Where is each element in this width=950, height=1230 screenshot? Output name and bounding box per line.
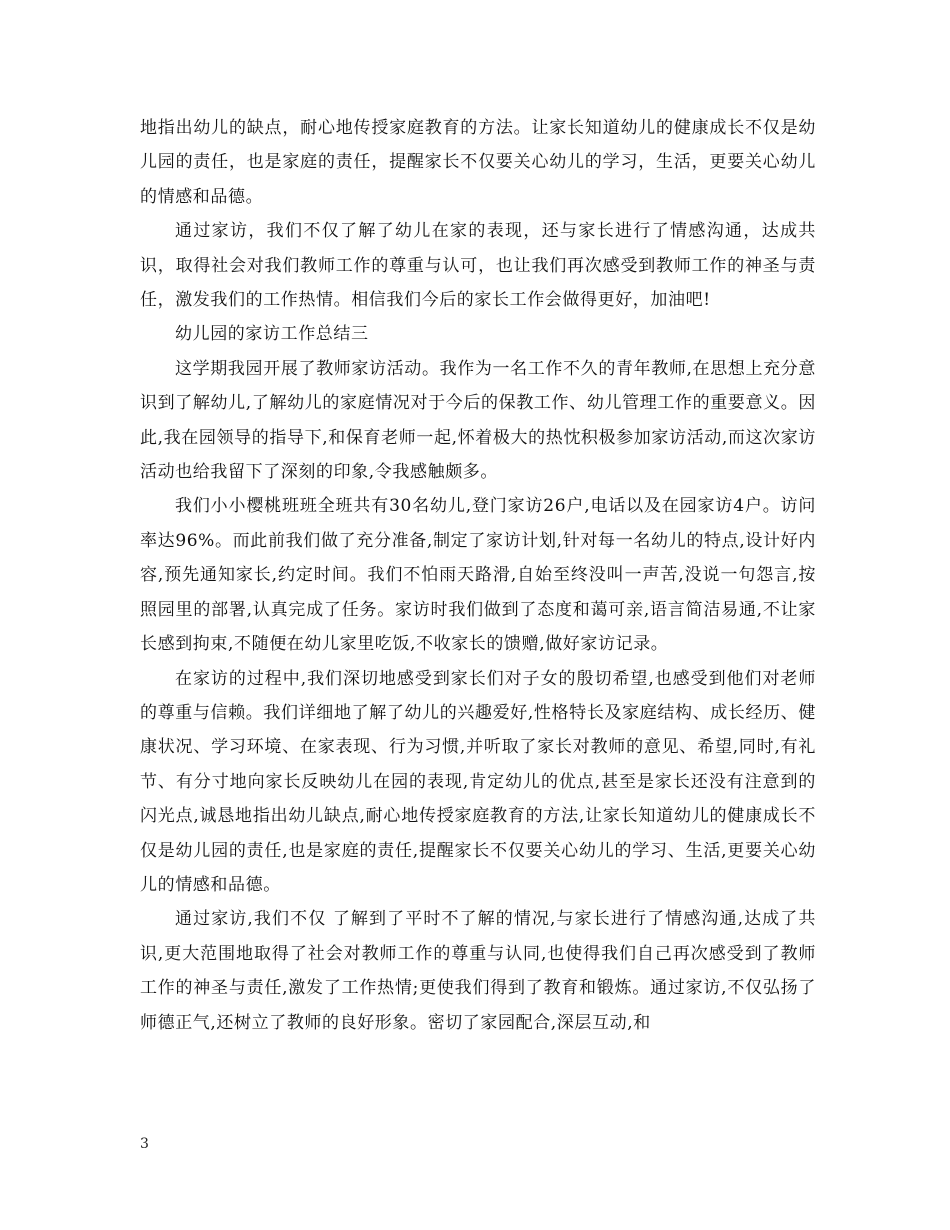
paragraph-3: 这学期我园开展了教师家访活动。我作为一名工作不久的青年教师,在思想上充分意识到了解幼儿,了解幼儿的家庭情况对于今后的保教工作、幼儿管理工作的重要意义。因此,我在园领导的指导下,和保育老师一起,怀着极大的热忱积极参加家访活动,而这次家访活动也给我留下了深刻的印象,令我感触颇多。 <box>140 358 816 483</box>
section-heading: 幼儿园的家访工作总结三 <box>175 324 369 345</box>
paragraph-1: 地指出幼儿的缺点，耐心地传授家庭教育的方法。让家长知道幼儿的健康成长不仅是幼儿园的责任，也是家庭的责任，提醒家长不仅要关心幼儿的学习，生活，更要关心幼儿的情感和品德。 <box>140 118 816 207</box>
page-number: 3 <box>140 1136 149 1152</box>
document-body <box>140 111 816 1040</box>
paragraph-2: 通过家访，我们不仅了解了幼儿在家的表现，还与家长进行了情感沟通，达成共识，取得社会对我们教师工作的尊重与认可，也让我们再次感受到教师工作的神圣与责任，激发我们的工作热情。相信我们今后的家长工作会做得更好，加油吧! <box>140 221 816 311</box>
paragraph-4: 我们小小樱桃班班全班共有30名幼儿,登门家访26户,电话以及在园家访4户。访问率达96%。而此前我们做了充分准备,制定了家访计划,针对每一名幼儿的特点,设计好内容,预先通知家长,约定时间。我们不怕雨天路滑,自始至终没叫一声苦,没说一句怨言,按照园里的部署,认真完成了任务。家访时我们做到了态度和蔼可亲,语言简洁易通,不让家长感到拘束,不随便在幼儿家里吃饭,不收家长的馈赠,做好家访记录。 <box>140 496 816 655</box>
paragraph-6: 通过家访,我们不仅 了解到了平时不了解的情况,与家长进行了情感沟通,达成了共识,更大范围地取得了社会对教师工作的尊重与认同,也使得我们自己再次感受到了教师工作的神圣与责任,激发了工作热情;更使我们得到了教育和锻炼。通过家访,不仅弘扬了师德正气,还树立了教师的良好形象。密切了家园配合,深层互动,和 <box>140 909 816 1033</box>
paragraph-5: 在家访的过程中,我们深切地感受到家长们对子女的殷切希望,也感受到他们对老师的尊重与信赖。我们详细地了解了幼儿的兴趣爱好,性格特长及家庭结构、成长经历、健康状况、学习环境、在家表现、行为习惯,并听取了家长对教师的意见、希望,同时,有礼节、有分寸地向家长反映幼儿在园的表现,肯定幼儿的优点,甚至是家长还没有注意到的闪光点,诚恳地指出幼儿缺点,耐心地传授家庭教育的方法,让家长知道幼儿的健康成长不仅是幼儿园的责任,也是家庭的责任,提醒家长不仅要关心幼儿的学习、生活,更要关心幼儿的情感和品德。 <box>140 668 816 895</box>
